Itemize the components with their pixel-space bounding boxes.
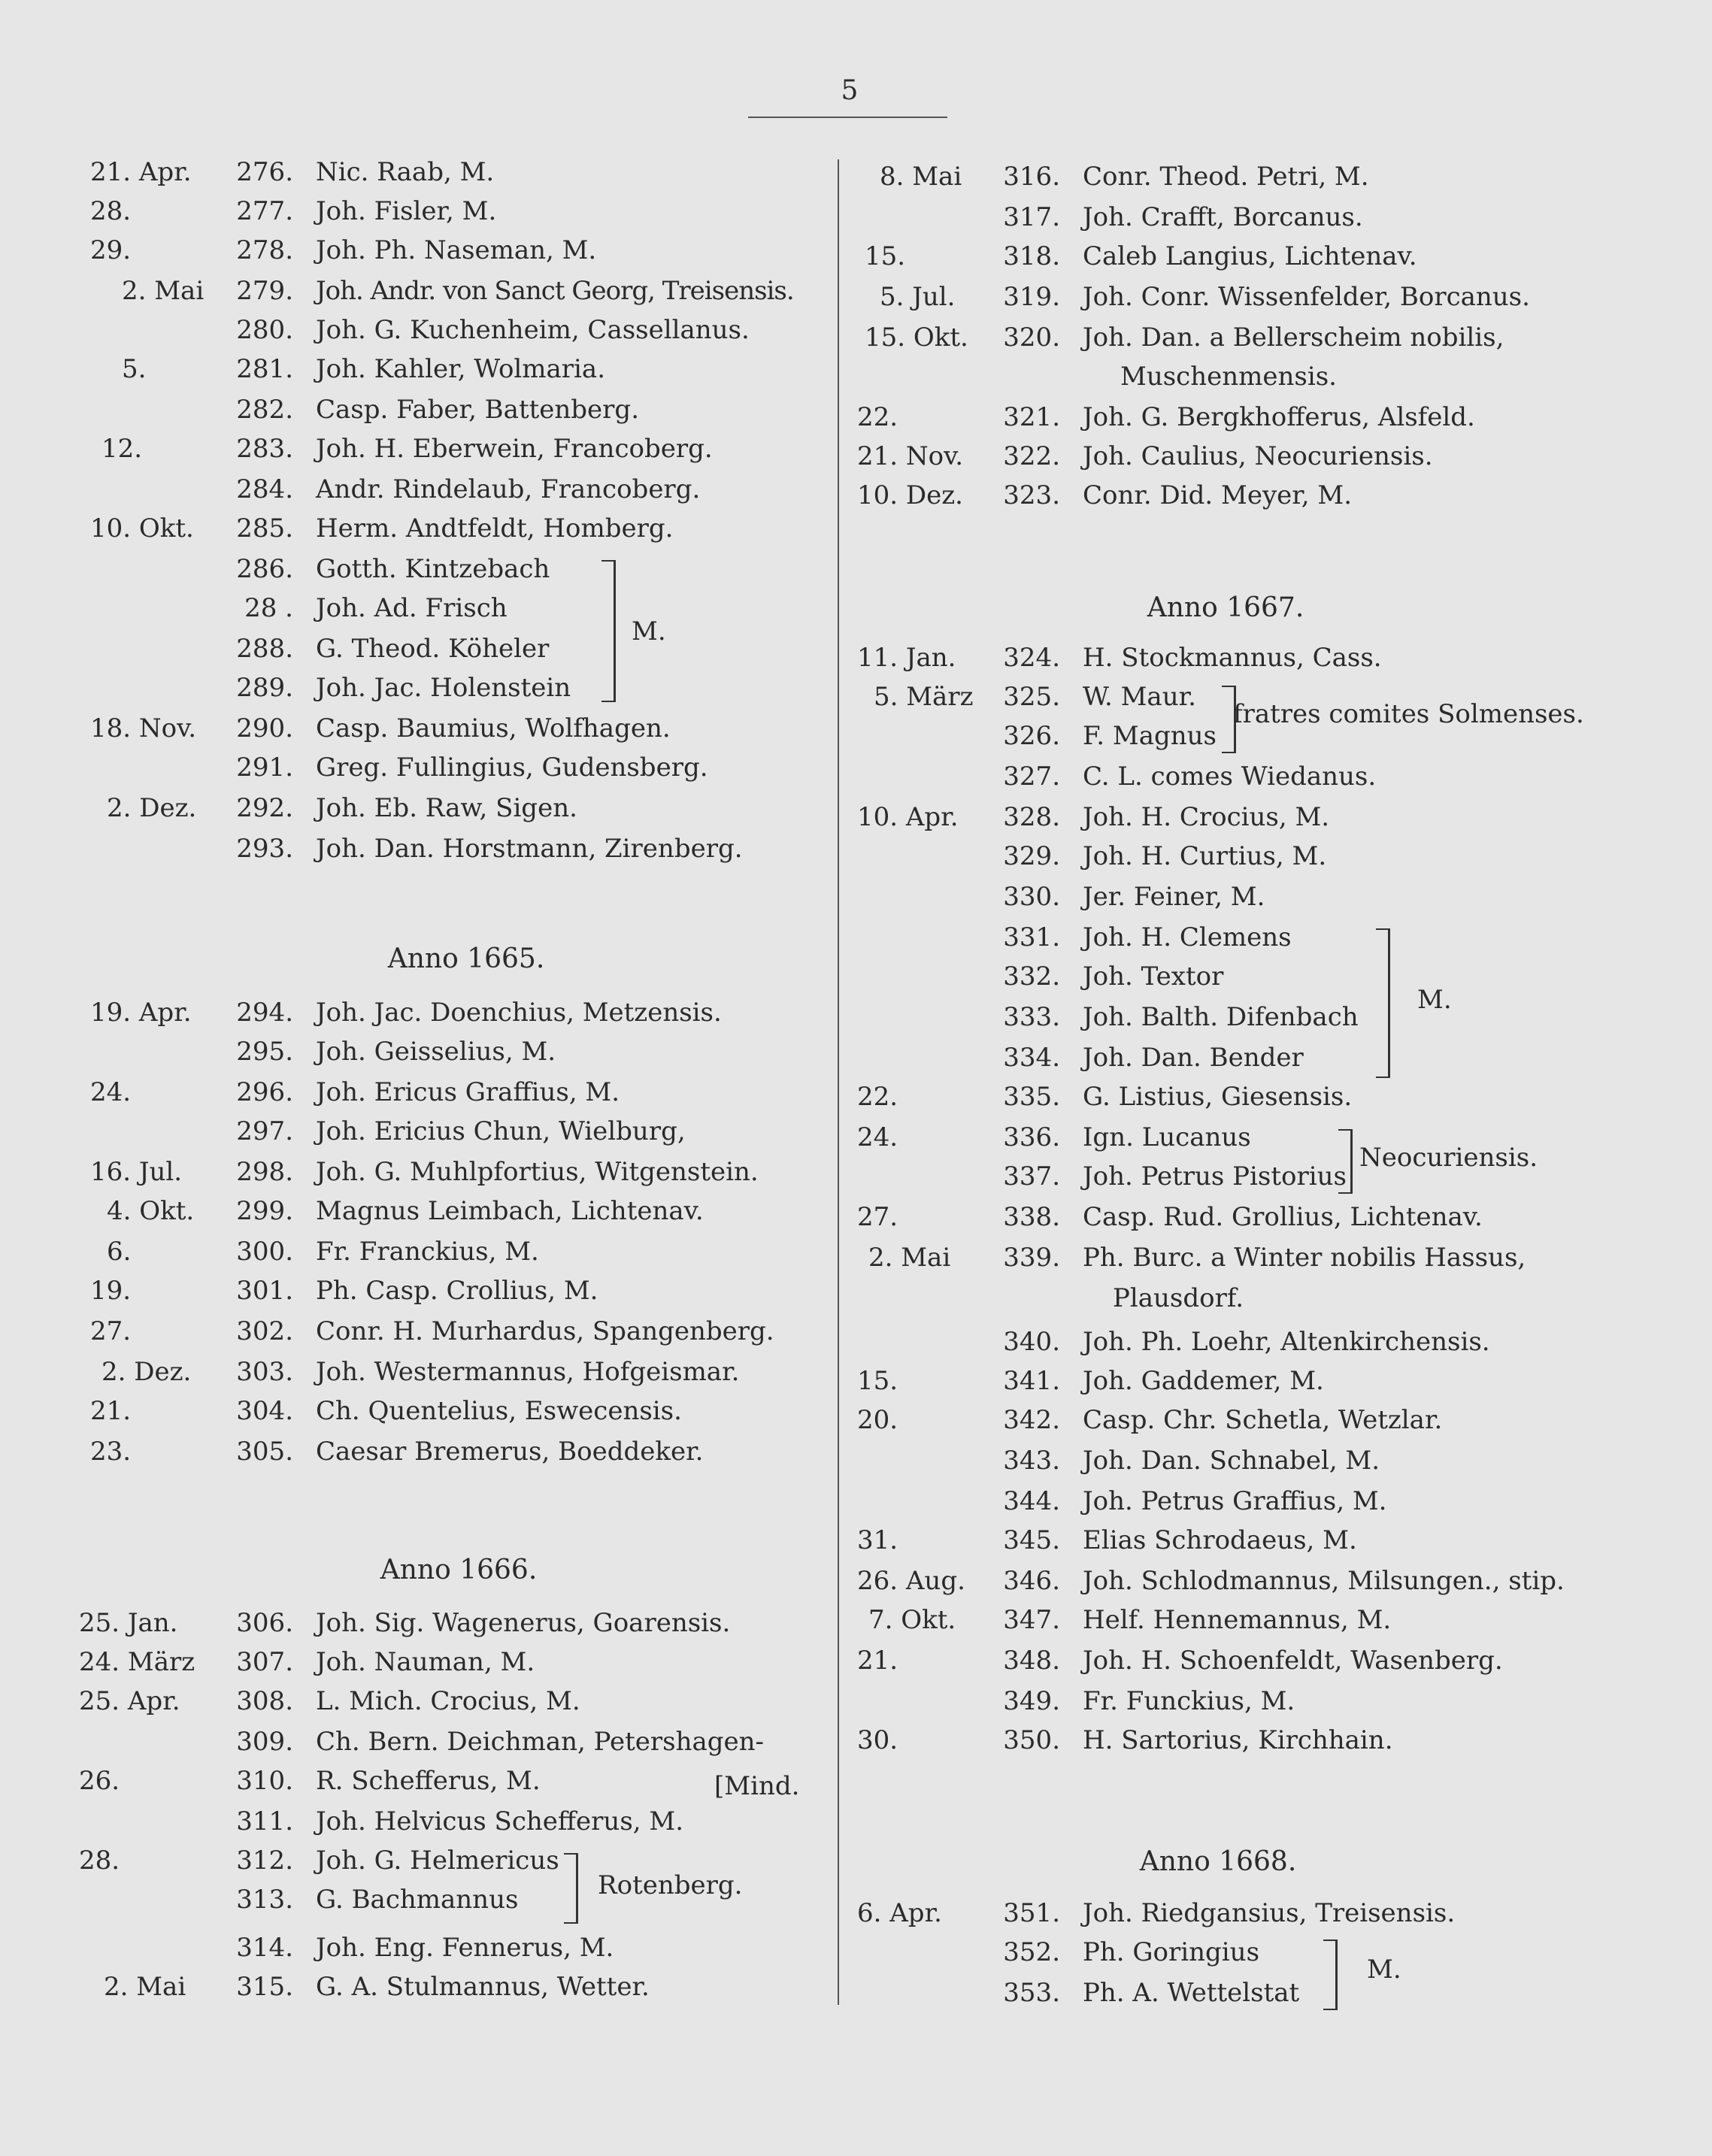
column-divider: [838, 159, 839, 2005]
brace-label: Rotenberg.: [598, 1870, 743, 1900]
brace: [564, 1853, 578, 1924]
brace-label: M.: [632, 616, 666, 646]
brace: [1338, 1129, 1353, 1194]
section-heading: Anno 1667.: [1147, 592, 1304, 623]
brace-label: M.: [1367, 1955, 1401, 1985]
brace-label: Neocuriensis.: [1359, 1143, 1538, 1173]
page-number: 5: [841, 75, 859, 106]
brace-label: M.: [1417, 985, 1452, 1015]
brace: [1323, 1939, 1338, 2010]
header-rule: [748, 117, 947, 118]
section-heading: Anno 1666.: [380, 1555, 538, 1585]
brace: [1376, 928, 1390, 1078]
section-heading: Anno 1668.: [1139, 1846, 1297, 1877]
continuation-text: [Mind.: [714, 1771, 800, 1801]
brace: [601, 560, 616, 702]
brace-label: fratres comites Solmenses.: [1233, 699, 1584, 729]
section-heading: Anno 1665.: [387, 943, 545, 974]
